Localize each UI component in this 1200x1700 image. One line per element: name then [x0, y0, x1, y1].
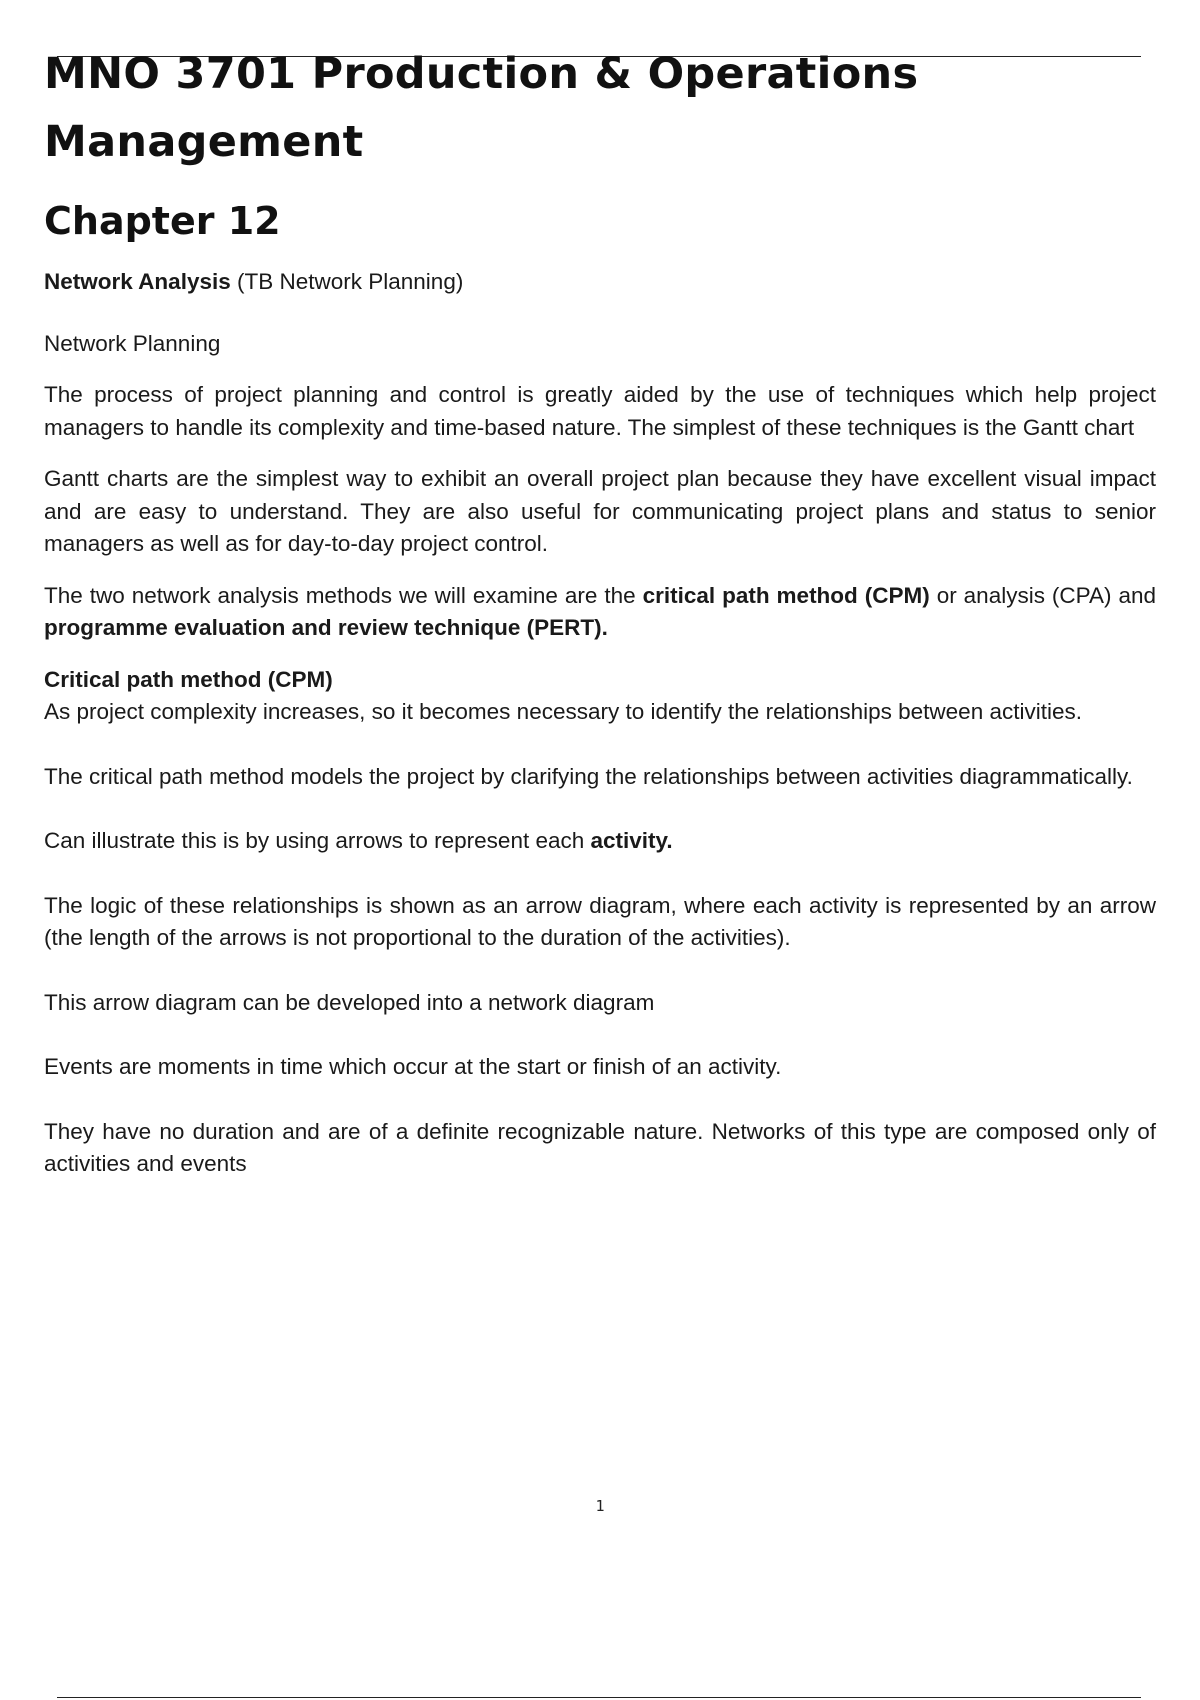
paragraph-1: The process of project planning and control is greatly aided by the use of techniques which help project managers to handle its complexity and time-based nature. The simplest of these techniques is the Gantt chart [44, 382, 1156, 440]
paragraph-3 [44, 580, 1156, 645]
cpm-paragraph-4: The logic of these relationships is shown as an arrow diagram, where each activity is represented by an arrow (the length of the arrows is not proportional to the duration of the activities). [44, 892, 1156, 950]
subheading-bold: Network Analysis [44, 269, 231, 294]
cpm-paragraph-3 [44, 825, 1156, 858]
cpm-heading: Critical path method (CPM) [44, 666, 333, 692]
cpm-paragraph-6: Events are moments in time which occur at the start or finish of an activity. [44, 1054, 782, 1079]
document-title [44, 40, 1156, 176]
cpm-paragraph-3-text: Can illustrate this is by using arrows to represent each [44, 828, 591, 853]
title-line-1: MNO 3701 Production & Operations [44, 49, 919, 99]
footer-rule [57, 1697, 1141, 1698]
page-content [44, 40, 1156, 1181]
paragraph-3-text-1: The two network analysis methods we will examine are the [44, 582, 643, 608]
title-line-2: Management [44, 117, 364, 167]
cpm-paragraph-7: They have no duration and are of a definite recognizable nature. Networks of this type are composed only of activities and events [44, 1118, 1156, 1176]
cpm-paragraph-2: The critical path method models the project by clarifying the relationships between activities diagrammatically. [44, 763, 1133, 789]
page-number: 1 [595, 1497, 605, 1515]
paragraph-3-text-2: or analysis (CPA) and [929, 582, 1156, 608]
cpm-paragraph-3-bold: activity. [590, 828, 673, 853]
chapter-heading: Chapter 12 [44, 199, 281, 243]
paragraph-3-bold-1: critical path method (CPM) [642, 582, 930, 608]
subheading [44, 266, 1156, 299]
subheading-rest: (TB Network Planning) [230, 269, 464, 294]
paragraph-2: Gantt charts are the simplest way to exhibit an overall project plan because they have excellent visual impact and are easy to understand. They are also useful for communicating project plans and status to senior managers as well as for day-to-day project control. [44, 466, 1156, 556]
cpm-paragraph-1: As project complexity increases, so it becomes necessary to identify the relationships between activities. [44, 699, 1082, 724]
paragraph-3-bold-2: programme evaluation and review technique (PERT). [44, 615, 608, 640]
section-heading: Network Planning [44, 330, 221, 356]
cpm-paragraph-5: This arrow diagram can be developed into a network diagram [44, 989, 655, 1015]
